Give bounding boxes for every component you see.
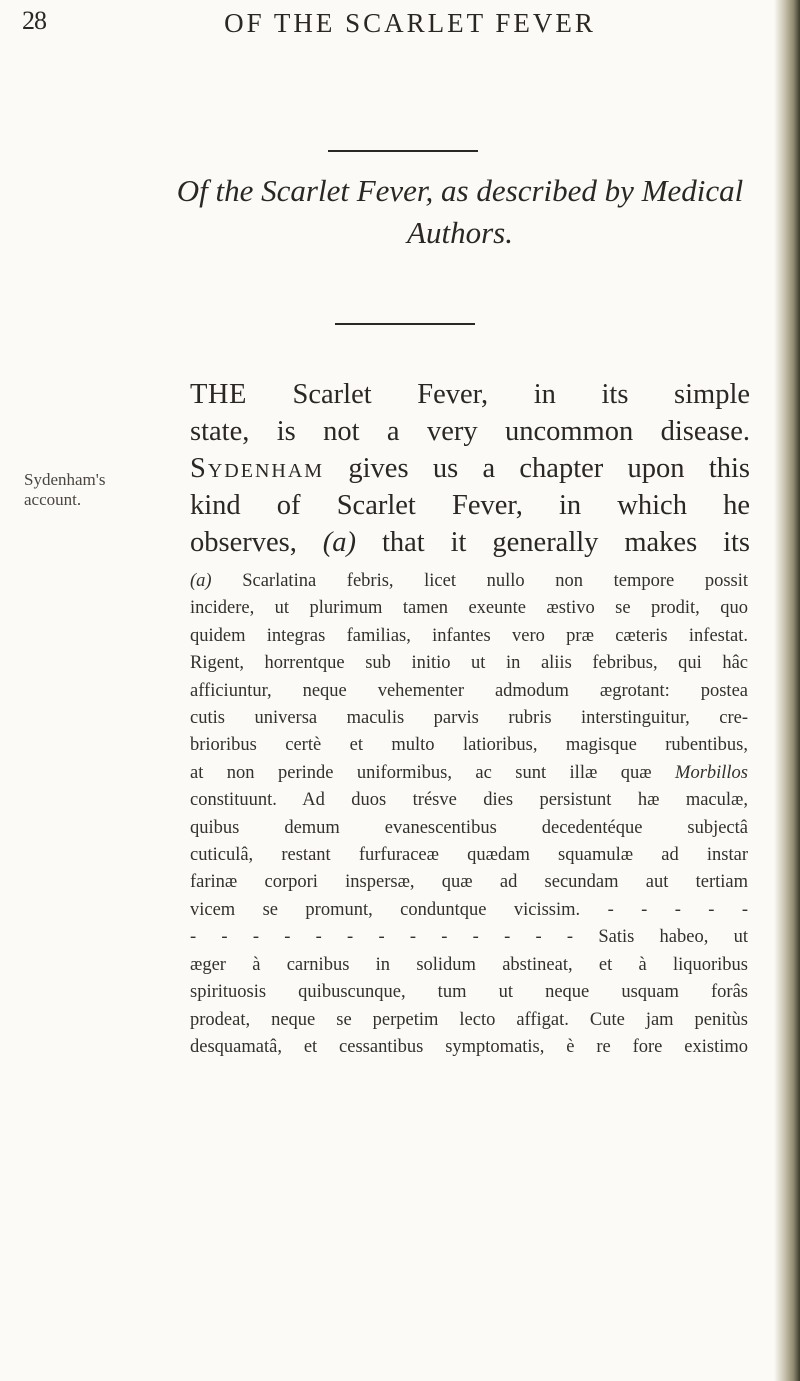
body-paragraph: [190, 376, 750, 561]
body-line5-b: that it generally makes its: [381, 527, 751, 558]
title-rule-top: [328, 150, 478, 152]
omission-dashes: - - - - - - - - - - - - -: [190, 927, 574, 948]
footnote-line: [190, 924, 748, 951]
body-line: [190, 376, 750, 413]
footnote-line-text: vicem se promunt, conduntque vicissim.: [190, 899, 581, 920]
footnote-line: incidere, ut plurimum tamen exeunte æstivo se prodit, quo: [190, 598, 748, 619]
body-line1-text: Scarlet Fever, in its simple: [292, 379, 751, 410]
footnote-line: brioribus certè et multo latioribus, magisque rubentibus,: [190, 735, 748, 756]
section-title: [130, 170, 790, 254]
section-title-line1: Of the Scarlet Fever, as described by Medical: [176, 173, 744, 208]
title-rule-bottom: [335, 323, 475, 325]
footnote-marker: (a): [190, 571, 212, 591]
footnote-ref-mark: (a): [322, 527, 357, 558]
footnote: [190, 568, 748, 1061]
footnote-line: desquamatâ, et cessantibus symptomatis, è re fore existimo: [190, 1036, 748, 1057]
footnote-line: afficiuntur, neque vehementer admodum ægrotant: postea: [190, 680, 748, 701]
footnote-line: [190, 760, 748, 787]
footnote-line: cuticulâ, restant furfuraceæ quædam squamulæ ad instar: [190, 845, 748, 866]
body-line: state, is not a very uncommon disease.: [190, 416, 750, 447]
footnote-line: quidem integras familias, infantes vero præ cæteris infestat.: [190, 625, 748, 646]
footnote-line: [190, 897, 748, 924]
page-number: 28: [22, 6, 46, 35]
body-line3-text: gives us a chapter upon this: [348, 453, 751, 484]
footnote-line: [190, 568, 748, 595]
margin-note-line2: account.: [24, 490, 82, 509]
body-line: [190, 450, 750, 487]
body-line: [190, 524, 750, 561]
footnote-line: prodeat, neque se perpetim lecto affigat. Cute jam penitùs: [190, 1009, 748, 1030]
footnote-line: farinæ corpori inspersæ, quæ ad secundam aut tertiam: [190, 872, 748, 893]
opening-word: THE: [190, 379, 247, 410]
footnote-line: Rigent, horrentque sub initio ut in aliis febribus, qui hâc: [190, 653, 748, 674]
footnote-line-text: Satis habeo, ut: [598, 927, 748, 948]
morbillos-term: Morbillos: [675, 762, 749, 783]
section-title-line2: Authors.: [407, 215, 513, 250]
footnote-line: quibus demum evanescentibus decedentéque subjectâ: [190, 817, 748, 838]
margin-note-line1: Sydenham's: [24, 470, 106, 489]
footnote-line: spirituosis quibuscunque, tum ut neque usquam forâs: [190, 982, 748, 1003]
footnote-line: cutis universa maculis parvis rubris interstinguitur, cre-: [190, 708, 748, 729]
omission-dashes: - - - - -: [607, 899, 748, 920]
running-head: OF THE SCARLET FEVER: [224, 8, 596, 38]
footnote-line: constituunt. Ad duos trésve dies persistunt hæ maculæ,: [190, 790, 748, 811]
footnote-line-text: Scarlatina febris, licet nullo non tempore possit: [242, 571, 749, 591]
author-name: Sydenham: [190, 453, 325, 484]
margin-note: [24, 470, 124, 510]
footnote-line-text: at non perinde uniformibus, ac sunt illæ quæ: [190, 762, 652, 783]
body-line5-a: observes,: [190, 527, 297, 558]
body-line: kind of Scarlet Fever, in which he: [190, 490, 750, 521]
footnote-line: æger à carnibus in solidum abstineat, et à liquoribus: [190, 954, 748, 975]
